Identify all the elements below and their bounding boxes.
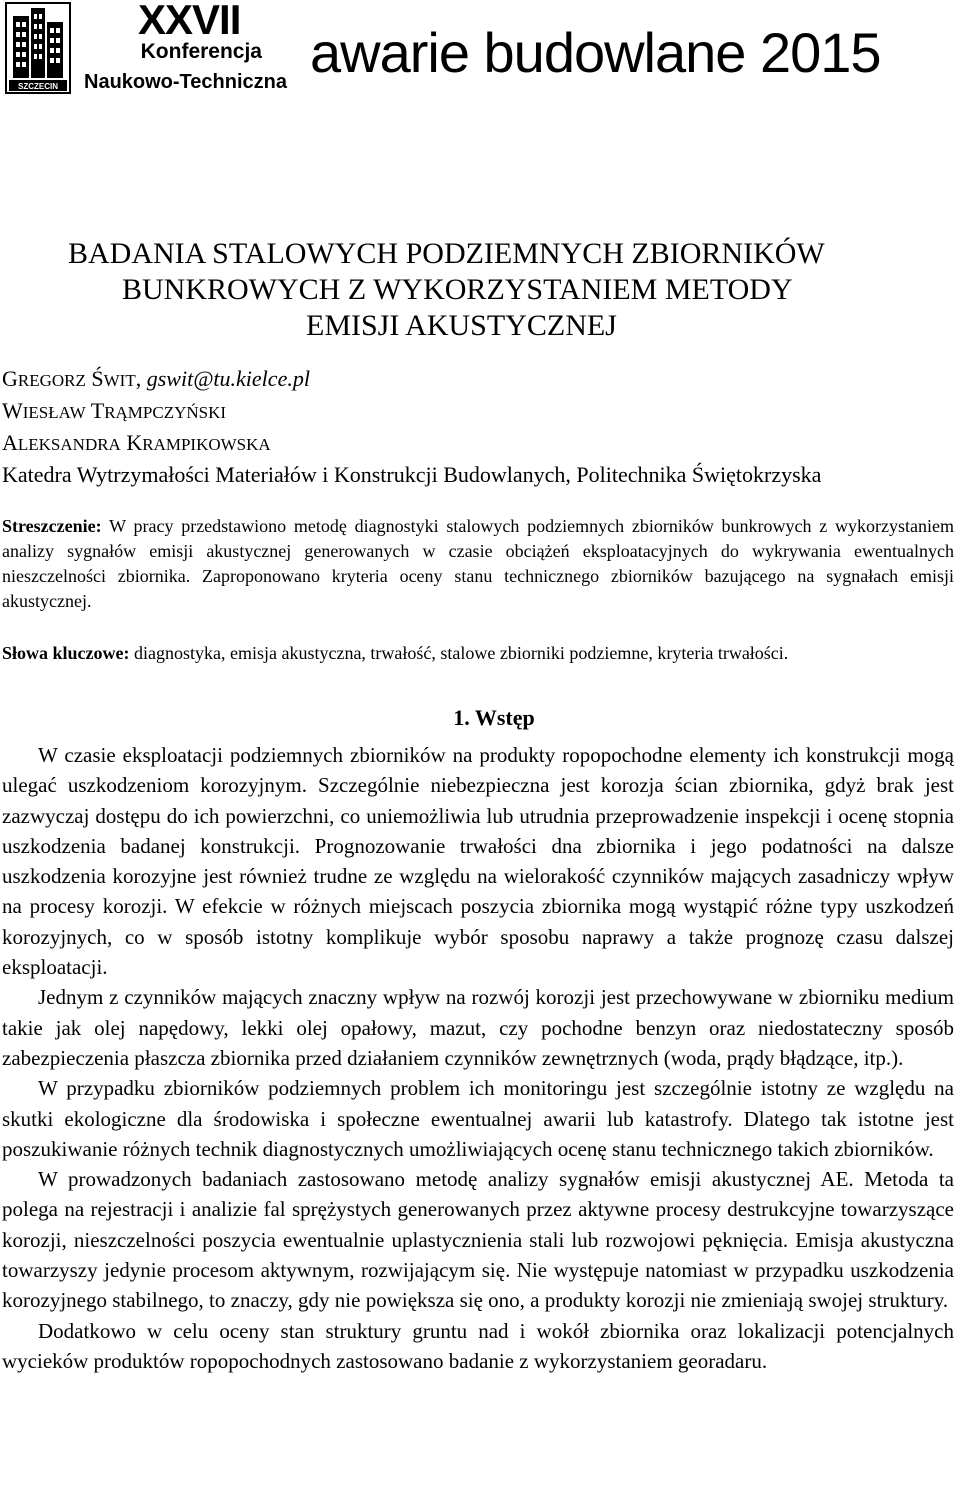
section-heading: 1. Wstęp — [453, 705, 535, 730]
author-2: WIESŁAW TRĄMPCZYŃSKI — [2, 398, 227, 423]
conference-number: XXVII — [138, 0, 241, 43]
keywords-label: Słowa kluczowe: — [2, 643, 130, 663]
authors-block — [2, 364, 957, 490]
title-line-3: EMISJI AKUSTYCZNEJ — [306, 309, 617, 342]
abstract-text: W pracy przedstawiono metodę diagnostyki stalowych podziemnych zbiorników bunkrowych z wykorzystaniem analizy sygnałów emisji akustycznej generowanych w czasie obciążeń eksploatacyjnych do wykrywania ewentualnych nieszczelności zbiornika. Zaproponowano kryteria oceny stanu technicznego zbiorników bazującego na sygnałach emisji akustycznej. — [2, 516, 954, 611]
author-3: ALEKSANDRA KRAMPIKOWSKA — [2, 430, 271, 455]
conference-label: Konferencja — [140, 40, 262, 63]
page-header — [0, 0, 960, 100]
abstract — [2, 514, 954, 614]
series-title: awarie budowlane 2015 — [310, 21, 881, 84]
logo-city-text: SZCZECIN — [18, 82, 58, 91]
abstract-label: Streszczenie: — [2, 516, 102, 536]
paragraph: W prowadzonych badaniach zastosowano metodę analizy sygnałów emisji akustycznej AE. Metoda ta polega na rejestracji i analizie fal sprężystych generowanych przez aktywne procesy destrukcyjne towarzyszące korozji, nieszczelności poszycia ewentualnie uplastycznienia stali lub rozwojowi pęknięcia. Emisja akustyczna towarzyszy jedynie procesom aktywnym, rozwijającym się. Nie występuje natomiast w przypadku uszkodzenia korozyjnego stabilnego, to znaczy, gdy nie powiększa się ono, a produkty korozji nie zmieniają swojej struktury. — [2, 1167, 954, 1313]
keywords-text: diagnostyka, emisja akustyczna, trwałość, stalowe zbiorniki podziemne, kryteria trwałości. — [134, 643, 789, 663]
paragraph: Dodatkowo w celu oceny stan struktury gruntu nad i wokół zbiornika oraz lokalizacji potencjalnych wycieków produktów ropopochodnych zastosowano badanie z wykorzystaniem georadaru. — [2, 1318, 954, 1373]
conference-logo — [5, 2, 71, 94]
author-1: GREGORZ ŚWIT, gswit@tu.kielce.pl — [2, 366, 310, 391]
title-line-2: BUNKROWYCH Z WYKORZYSTANIEM METODY — [122, 273, 793, 306]
title-line-1: BADANIA STALOWYCH PODZIEMNYCH ZBIORNIKÓW — [68, 237, 825, 270]
paragraph: Jednym z czynników mających znaczny wpływ na rozwój korozji jest przechowywane w zbiorniku medium takie jak olej napędowy, lekki olej opałowy, mazut, czy pochodne benzyn oraz niedostateczny sposób zabezpieczenia płaszcza zbiornika przed działaniem czynników zewnętrznych (woda, prądy błądzące, itp.). — [2, 985, 954, 1070]
paragraph: W czasie eksploatacji podziemnych zbiorników na produkty ropopochodne elementy ich konstrukcji mogą ulegać uszkodzeniom korozyjnym. Szczególnie niebezpieczna jest korozja ścian zbiornika, gdyż brak jest zazwyczaj dostępu do ich powierzchni, co uniemożliwia lub utrudnia przeprowadzenie inspekcji i ocenę stopnia uszkodzenia badanej konstrukcji. Prognozowanie trwałości dna zbiornika i jego podatności na dalsze uszkodzenia korozyjne jest również trudne ze względu na wielorakość czynników mających zasadniczy wpływ na procesy korozji. W efekcie w różnych miejscach poszycia zbiornika mogą wystąpić różne typy uszkodzeń korozyjnych, co w sposób istotny komplikuje wybór sposobu naprawy a także prognozę czasu dalszej eksploatacji. — [2, 743, 954, 980]
body-text — [2, 740, 954, 1376]
affiliation: Katedra Wytrzymałości Materiałów i Konstrukcji Budowlanych, Politechnika Świętokrzyska — [2, 462, 822, 487]
paragraph: W przypadku zbiorników podziemnych problem ich monitoringu jest szczególnie istotny ze względu na skutki ekologiczne dla środowiska i społeczne ewentualnej awarii lub katastrofy. Dlatego tak istotne jest poszukiwanie różnych technik diagnostycznych umożliwiających ocenę stanu technicznego takich zbiorników. — [2, 1076, 954, 1161]
conference-subtitle: Naukowo-Techniczna — [84, 71, 287, 93]
keywords — [2, 641, 954, 666]
author-email[interactable]: gswit@tu.kielce.pl — [146, 366, 310, 391]
paper-title — [0, 236, 955, 344]
